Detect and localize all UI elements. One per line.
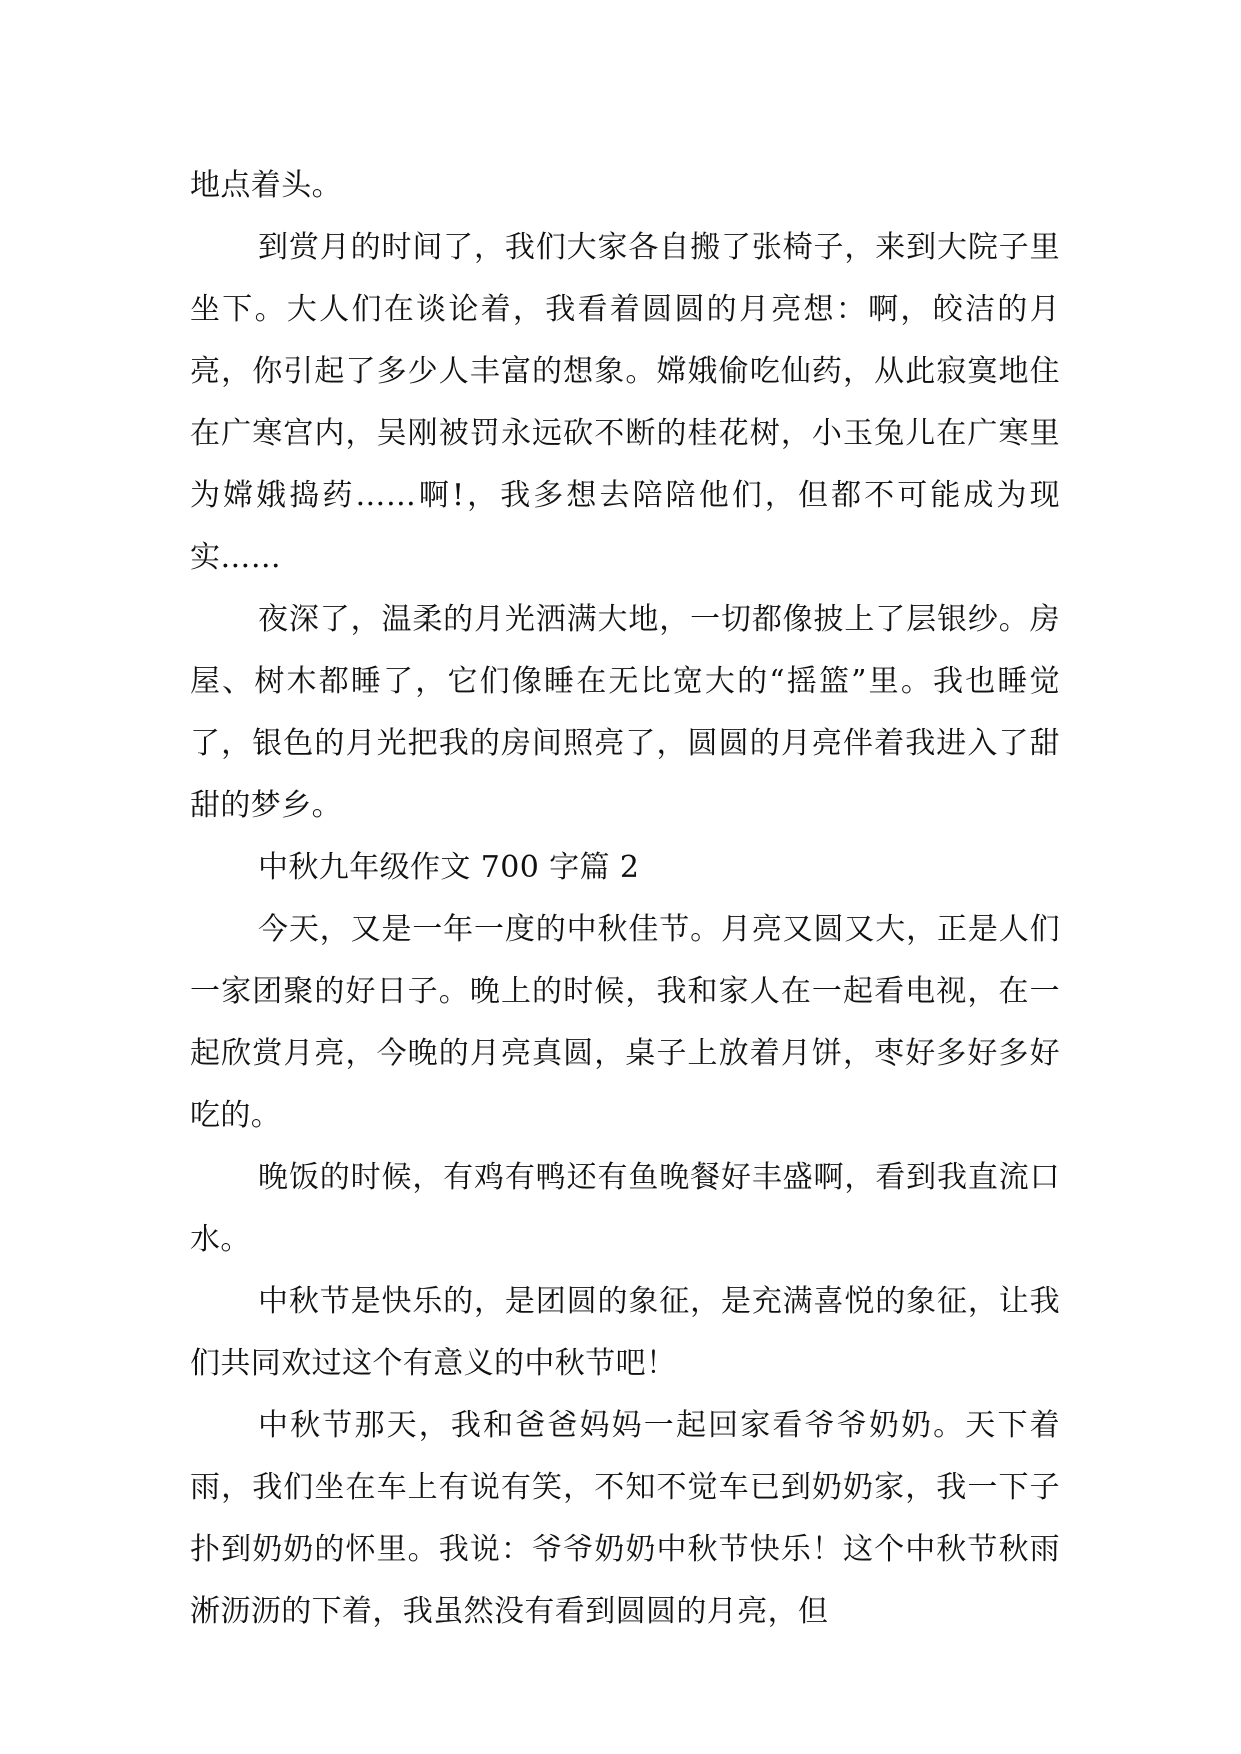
section-heading: 中秋九年级作文 700 字篇 2 bbox=[258, 850, 640, 885]
paragraph-reunion-symbol: 中秋节是快乐的，是团圆的象征，是充满喜悦的象征，让我们共同欢过这个有意义的中秋节吧！ bbox=[190, 1284, 1060, 1381]
paragraph-moon-viewing: 到赏月的时间了，我们大家各自搬了张椅子，来到大院子里坐下。大人们在谈论着，我看着圆圆的月亮想：啊，皎洁的月亮，你引起了多少人丰富的想象。嫦娥偷吃仙药，从此寂寞地住在广寒宫内，吴刚被罚永远砍不断的桂花树，小玉兔儿在广寒里为嫦娥捣药……啊!，我多想去陪陪他们，但都不可能成为现实…… bbox=[190, 230, 1060, 575]
paragraph-festival-evening: 今天，又是一年一度的中秋佳节。月亮又圆又大，正是人们一家团聚的好日子。晚上的时候，我和家人在一起看电视，在一起欣赏月亮，今晚的月亮真圆，桌子上放着月饼，枣好多好多好吃的。 bbox=[190, 912, 1060, 1133]
paragraph-grandparents: 中秋节那天，我和爸爸妈妈一起回家看爷爷奶奶。天下着雨，我们坐在车上有说有笑，不知不觉车已到奶奶家，我一下子扑到奶奶的怀里。我说：爷爷奶奶中秋节快乐！这个中秋节秋雨淅沥沥的下着，我虽然没有看到圆圆的月亮，但 bbox=[190, 1408, 1060, 1629]
essay-body bbox=[190, 155, 1060, 1643]
paragraph-continuation: 地点着头。 bbox=[190, 168, 342, 203]
paragraph-dinner: 晚饭的时候，有鸡有鸭还有鱼晚餐好丰盛啊，看到我直流口水。 bbox=[190, 1160, 1060, 1257]
paragraph-night: 夜深了，温柔的月光洒满大地，一切都像披上了层银纱。房屋、树木都睡了，它们像睡在无比宽大的“摇篮”里。我也睡觉了，银色的月光把我的房间照亮了，圆圆的月亮伴着我进入了甜甜的梦乡。 bbox=[190, 602, 1060, 823]
